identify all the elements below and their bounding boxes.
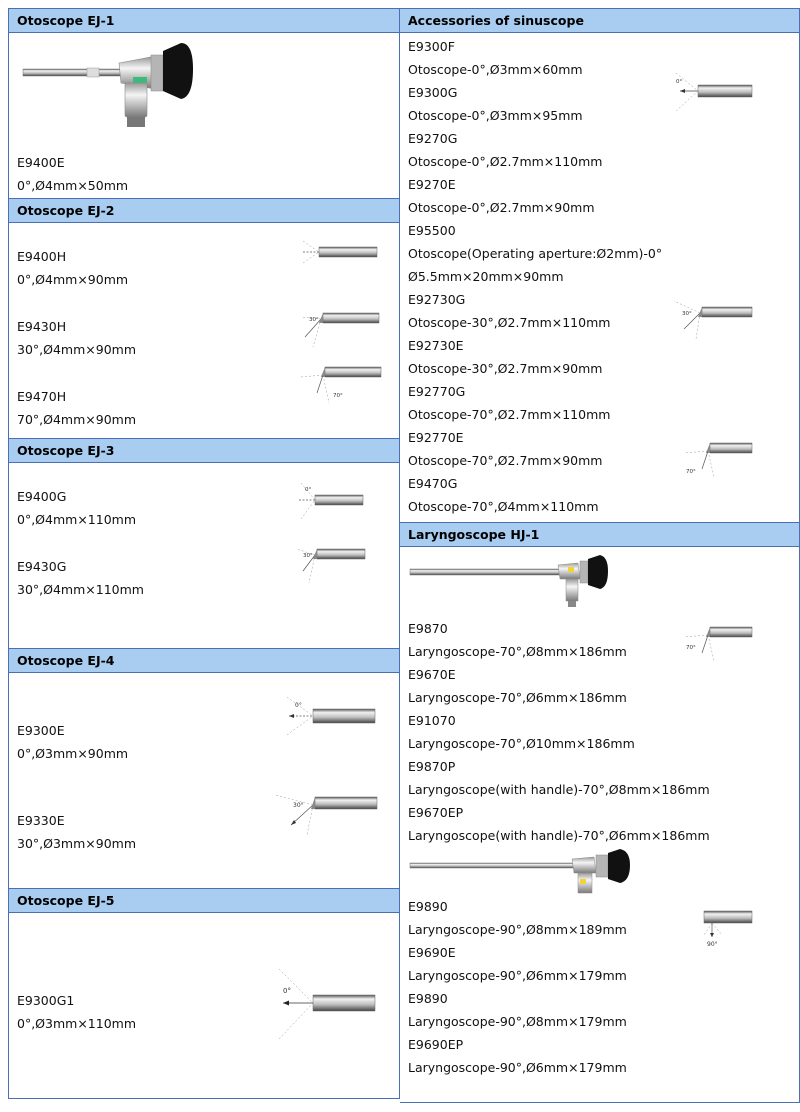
laryngoscope-image (408, 553, 614, 613)
line-desc: Otoscope-70°,Ø2.7mm×110mm (408, 407, 611, 422)
item-code: E9430G (17, 559, 67, 574)
scope-tip-70deg (682, 619, 754, 663)
scope-tip-30deg (295, 541, 367, 585)
line-desc: Otoscope-30°,Ø2.7mm×90mm (408, 361, 603, 376)
line-code: E9670EP (408, 805, 464, 820)
section-otoscope-ej1 (9, 9, 399, 199)
scope-tip-0deg (271, 965, 377, 1043)
line-desc: Otoscope-0°,Ø2.7mm×110mm (408, 154, 603, 169)
item-spec: 30°,Ø4mm×90mm (17, 342, 137, 357)
item-spec: 30°,Ø3mm×90mm (17, 836, 137, 851)
line-code: E9690EP (408, 1037, 464, 1052)
line-code: E9870P (408, 759, 456, 774)
item-spec: 0°,Ø4mm×50mm (17, 178, 129, 193)
line-desc: Otoscope-0°,Ø3mm×60mm (408, 62, 583, 77)
line-desc: Laryngoscope(with handle)-70°,Ø8mm×186mm (408, 782, 710, 797)
scope-tip-70deg (682, 435, 754, 479)
section-otoscope-ej5 (9, 889, 399, 1099)
item-code: E9400G (17, 489, 67, 504)
line-desc: Otoscope-70°,Ø4mm×110mm (408, 499, 599, 514)
section-header: Accessories of sinuscope (400, 9, 799, 33)
item-code: E9430H (17, 319, 67, 334)
angle-label-30: 30° (303, 553, 313, 559)
angle-label-90: 90° (707, 941, 718, 948)
line-code: E95500 (408, 223, 456, 238)
angle-label-30: 30° (682, 311, 692, 317)
line-code: E9690E (408, 945, 456, 960)
section-header: Otoscope EJ-1 (9, 9, 399, 33)
scope-tip-70deg (299, 359, 383, 405)
line-desc: Laryngoscope(with handle)-70°,Ø6mm×186mm (408, 828, 710, 843)
angle-label-30: 30° (293, 802, 304, 809)
scope-tip-30deg (670, 295, 754, 341)
line-code: E9270G (408, 131, 458, 146)
item-spec: 0°,Ø3mm×90mm (17, 746, 129, 761)
line-desc: Otoscope(Operating aperture:Ø2mm)-0° (408, 246, 663, 261)
item-spec: 70°,Ø4mm×90mm (17, 412, 137, 427)
line-code: E92730G (408, 292, 466, 307)
item-code: E9400E (17, 155, 65, 170)
line-code: E9890 (408, 991, 448, 1006)
section-otoscope-ej4 (9, 649, 399, 889)
line-code: E9270E (408, 177, 456, 192)
section-laryngoscope-hj1 (400, 523, 799, 1103)
item-spec: 30°,Ø4mm×110mm (17, 582, 144, 597)
line-desc: Laryngoscope-90°,Ø6mm×179mm (408, 1060, 627, 1075)
section-header: Otoscope EJ-4 (9, 649, 399, 673)
line-code: E9870 (408, 621, 448, 636)
item-spec: 0°,Ø4mm×110mm (17, 512, 137, 527)
line-code: E9670E (408, 667, 456, 682)
section-header: Otoscope EJ-2 (9, 199, 399, 223)
line-desc: Otoscope-30°,Ø2.7mm×110mm (408, 315, 611, 330)
item-spec: 0°,Ø4mm×90mm (17, 272, 129, 287)
line-desc: Laryngoscope-90°,Ø8mm×189mm (408, 922, 627, 937)
angle-label-70: 70° (333, 393, 343, 399)
scope-tip-0deg (670, 69, 754, 115)
otoscope-image (21, 39, 201, 134)
line-desc: Laryngoscope-70°,Ø6mm×186mm (408, 690, 627, 705)
laryngoscope-with-handle-image (408, 849, 638, 899)
scope-tip-90deg (698, 907, 754, 951)
section-header: Laryngoscope HJ-1 (400, 523, 799, 547)
angle-label-0: 0° (305, 487, 312, 493)
line-desc: Ø5.5mm×20mm×90mm (408, 269, 564, 284)
line-desc: Otoscope-0°,Ø3mm×95mm (408, 108, 583, 123)
angle-label-0: 0° (676, 79, 683, 85)
scope-tip-0deg (283, 693, 377, 739)
section-otoscope-ej2 (9, 199, 399, 439)
line-desc: Otoscope-0°,Ø2.7mm×90mm (408, 200, 595, 215)
line-desc: Laryngoscope-90°,Ø8mm×179mm (408, 1014, 627, 1029)
line-code: E9300G (408, 85, 458, 100)
line-code: E91070 (408, 713, 456, 728)
angle-label-70: 70° (686, 645, 696, 651)
line-code: E9470G (408, 476, 458, 491)
angle-label-30: 30° (309, 317, 319, 323)
line-desc: Otoscope-70°,Ø2.7mm×90mm (408, 453, 603, 468)
line-code: E92770G (408, 384, 466, 399)
section-accessories-of-sinuscope (400, 9, 799, 523)
item-code: E9330E (17, 813, 65, 828)
line-code: E92770E (408, 430, 464, 445)
line-desc: Laryngoscope-70°,Ø8mm×186mm (408, 644, 627, 659)
angle-label-70: 70° (686, 469, 696, 475)
scope-tip-0deg (299, 237, 379, 267)
item-code: E9470H (17, 389, 67, 404)
scope-tip-0deg (295, 479, 365, 523)
line-code: E9300F (408, 39, 455, 54)
section-header: Otoscope EJ-5 (9, 889, 399, 913)
scope-tip-30deg (299, 307, 381, 349)
right-column (400, 8, 800, 1103)
line-desc: Laryngoscope-90°,Ø6mm×179mm (408, 968, 627, 983)
section-header: Otoscope EJ-3 (9, 439, 399, 463)
line-desc: Laryngoscope-70°,Ø10mm×186mm (408, 736, 635, 751)
item-code: E9300E (17, 723, 65, 738)
item-spec: 0°,Ø3mm×110mm (17, 1016, 137, 1031)
item-code: E9400H (17, 249, 67, 264)
angle-label-0: 0° (283, 987, 291, 995)
line-code: E92730E (408, 338, 464, 353)
scope-tip-30deg (271, 787, 379, 837)
line-code: E9890 (408, 899, 448, 914)
left-column (8, 8, 400, 1099)
item-code: E9300G1 (17, 993, 75, 1008)
angle-label-0: 0° (295, 702, 302, 709)
section-otoscope-ej3 (9, 439, 399, 649)
